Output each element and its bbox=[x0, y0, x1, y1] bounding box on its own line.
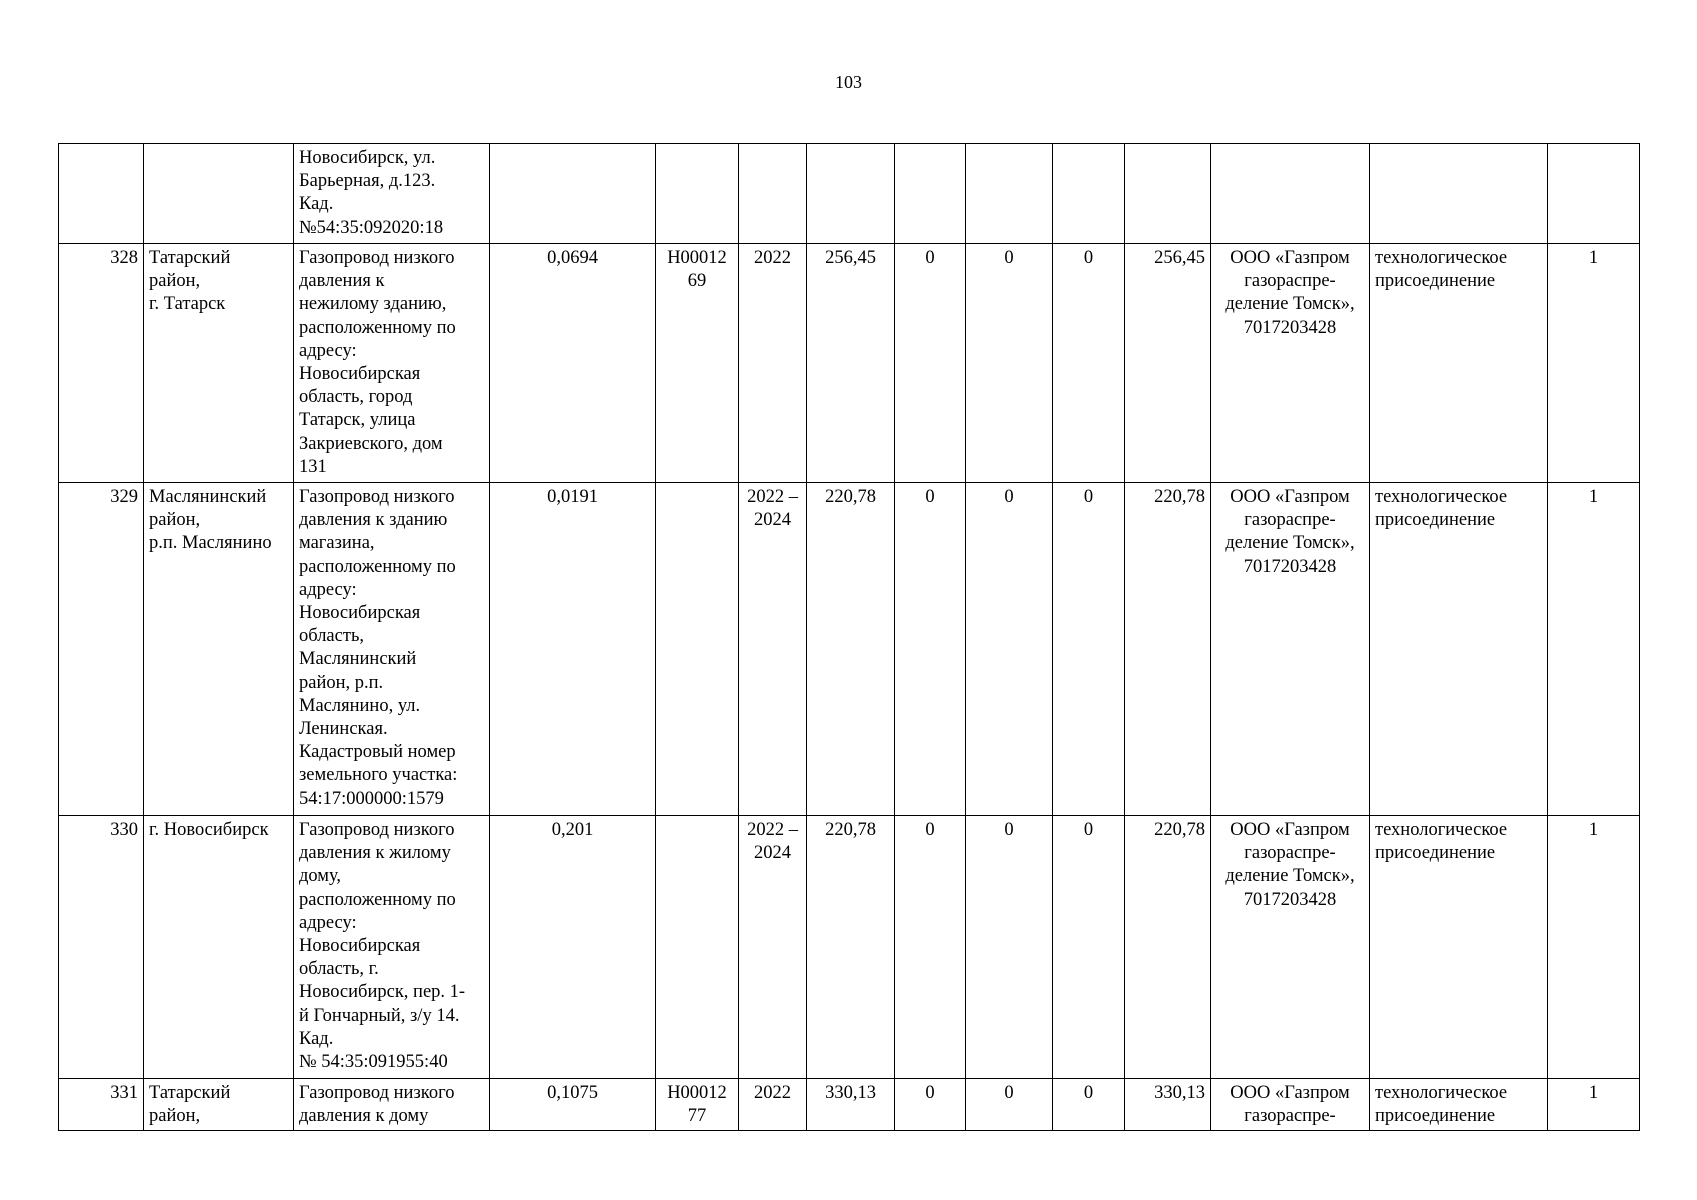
cost-4-cell: 256,45 bbox=[1125, 244, 1211, 483]
years-cell: 2022 bbox=[739, 244, 807, 483]
description-cell: Газопровод низкого давления к дому bbox=[294, 1079, 490, 1131]
table-row bbox=[59, 483, 1640, 816]
page-number: 103 bbox=[835, 72, 862, 92]
district-cell: Татарский район, г. Татарск bbox=[144, 244, 294, 483]
count-cell bbox=[1548, 144, 1640, 244]
objects-table bbox=[58, 143, 1640, 1131]
purpose-cell bbox=[1370, 144, 1548, 244]
length-cell: 0,0191 bbox=[490, 483, 656, 816]
table-row bbox=[59, 144, 1640, 244]
table-row bbox=[59, 1079, 1640, 1131]
district-cell bbox=[144, 144, 294, 244]
cost-1-cell: 0 bbox=[895, 1079, 966, 1131]
organization-cell: ООО «Газпром газораспре- деление Томск», 7017203428 bbox=[1211, 816, 1370, 1079]
count-cell: 1 bbox=[1548, 483, 1640, 816]
district-cell: г. Новосибирск bbox=[144, 816, 294, 1079]
district-cell: Татарский район, bbox=[144, 1079, 294, 1131]
organization-cell: ООО «Газпром газораспре- деление Томск», 7017203428 bbox=[1211, 244, 1370, 483]
total-cost-cell: 330,13 bbox=[807, 1079, 895, 1131]
cost-2-cell: 0 bbox=[966, 816, 1053, 1079]
cost-2-cell: 0 bbox=[966, 1079, 1053, 1131]
count-cell: 1 bbox=[1548, 1079, 1640, 1131]
cost-1-cell: 0 bbox=[895, 244, 966, 483]
years-cell: 2022 – 2024 bbox=[739, 483, 807, 816]
cost-2-cell bbox=[966, 144, 1053, 244]
total-cost-cell: 220,78 bbox=[807, 483, 895, 816]
cost-4-cell: 330,13 bbox=[1125, 1079, 1211, 1131]
cost-3-cell bbox=[1053, 144, 1125, 244]
row-number-cell: 329 bbox=[59, 483, 144, 816]
row-number-cell: 330 bbox=[59, 816, 144, 1079]
organization-cell: ООО «Газпром газораспре- bbox=[1211, 1079, 1370, 1131]
organization-cell: ООО «Газпром газораспре- деление Томск», 7017203428 bbox=[1211, 483, 1370, 816]
table-row bbox=[59, 244, 1640, 483]
code-cell: Н00012 69 bbox=[656, 244, 739, 483]
description-cell: Газопровод низкого давления к нежилому зданию, расположенному по адресу: Новосибирская область, город Татарск, улица Закриевского, дом 131 bbox=[294, 244, 490, 483]
cost-3-cell: 0 bbox=[1053, 483, 1125, 816]
cost-3-cell: 0 bbox=[1053, 244, 1125, 483]
purpose-cell: технологическое присоединение bbox=[1370, 244, 1548, 483]
count-cell: 1 bbox=[1548, 816, 1640, 1079]
cost-4-cell: 220,78 bbox=[1125, 816, 1211, 1079]
row-number-cell bbox=[59, 144, 144, 244]
district-cell: Маслянинский район, р.п. Маслянино bbox=[144, 483, 294, 816]
purpose-cell: технологическое присоединение bbox=[1370, 483, 1548, 816]
cost-1-cell: 0 bbox=[895, 483, 966, 816]
code-cell bbox=[656, 144, 739, 244]
cost-3-cell: 0 bbox=[1053, 1079, 1125, 1131]
organization-cell bbox=[1211, 144, 1370, 244]
row-number-cell: 331 bbox=[59, 1079, 144, 1131]
length-cell: 0,201 bbox=[490, 816, 656, 1079]
code-cell: Н00012 77 bbox=[656, 1079, 739, 1131]
years-cell: 2022 – 2024 bbox=[739, 816, 807, 1079]
cost-4-cell bbox=[1125, 144, 1211, 244]
row-number-cell: 328 bbox=[59, 244, 144, 483]
code-cell bbox=[656, 483, 739, 816]
years-cell bbox=[739, 144, 807, 244]
purpose-cell: технологическое присоединение bbox=[1370, 816, 1548, 1079]
years-cell: 2022 bbox=[739, 1079, 807, 1131]
cost-1-cell: 0 bbox=[895, 816, 966, 1079]
code-cell bbox=[656, 816, 739, 1079]
cost-3-cell: 0 bbox=[1053, 816, 1125, 1079]
total-cost-cell: 220,78 bbox=[807, 816, 895, 1079]
count-cell: 1 bbox=[1548, 244, 1640, 483]
cost-2-cell: 0 bbox=[966, 244, 1053, 483]
cost-2-cell: 0 bbox=[966, 483, 1053, 816]
description-cell: Газопровод низкого давления к жилому дому, расположенному по адресу: Новосибирская область, г. Новосибирск, пер. 1- й Гончарный, з/у 14. Кад. № 54:35:091955:40 bbox=[294, 816, 490, 1079]
length-cell: 0,1075 bbox=[490, 1079, 656, 1131]
purpose-cell: технологическое присоединение bbox=[1370, 1079, 1548, 1131]
cost-4-cell: 220,78 bbox=[1125, 483, 1211, 816]
length-cell: 0,0694 bbox=[490, 244, 656, 483]
description-cell: Газопровод низкого давления к зданию магазина, расположенному по адресу: Новосибирская область, Маслянинский район, р.п. Маслянино, ул. Ленинская. Кадастровый номер земельного участка: 54:17:000000:1579 bbox=[294, 483, 490, 816]
total-cost-cell bbox=[807, 144, 895, 244]
table-row bbox=[59, 816, 1640, 1079]
description-cell: Новосибирск, ул. Барьерная, д.123. Кад. №54:35:092020:18 bbox=[294, 144, 490, 244]
total-cost-cell: 256,45 bbox=[807, 244, 895, 483]
cost-1-cell bbox=[895, 144, 966, 244]
length-cell bbox=[490, 144, 656, 244]
